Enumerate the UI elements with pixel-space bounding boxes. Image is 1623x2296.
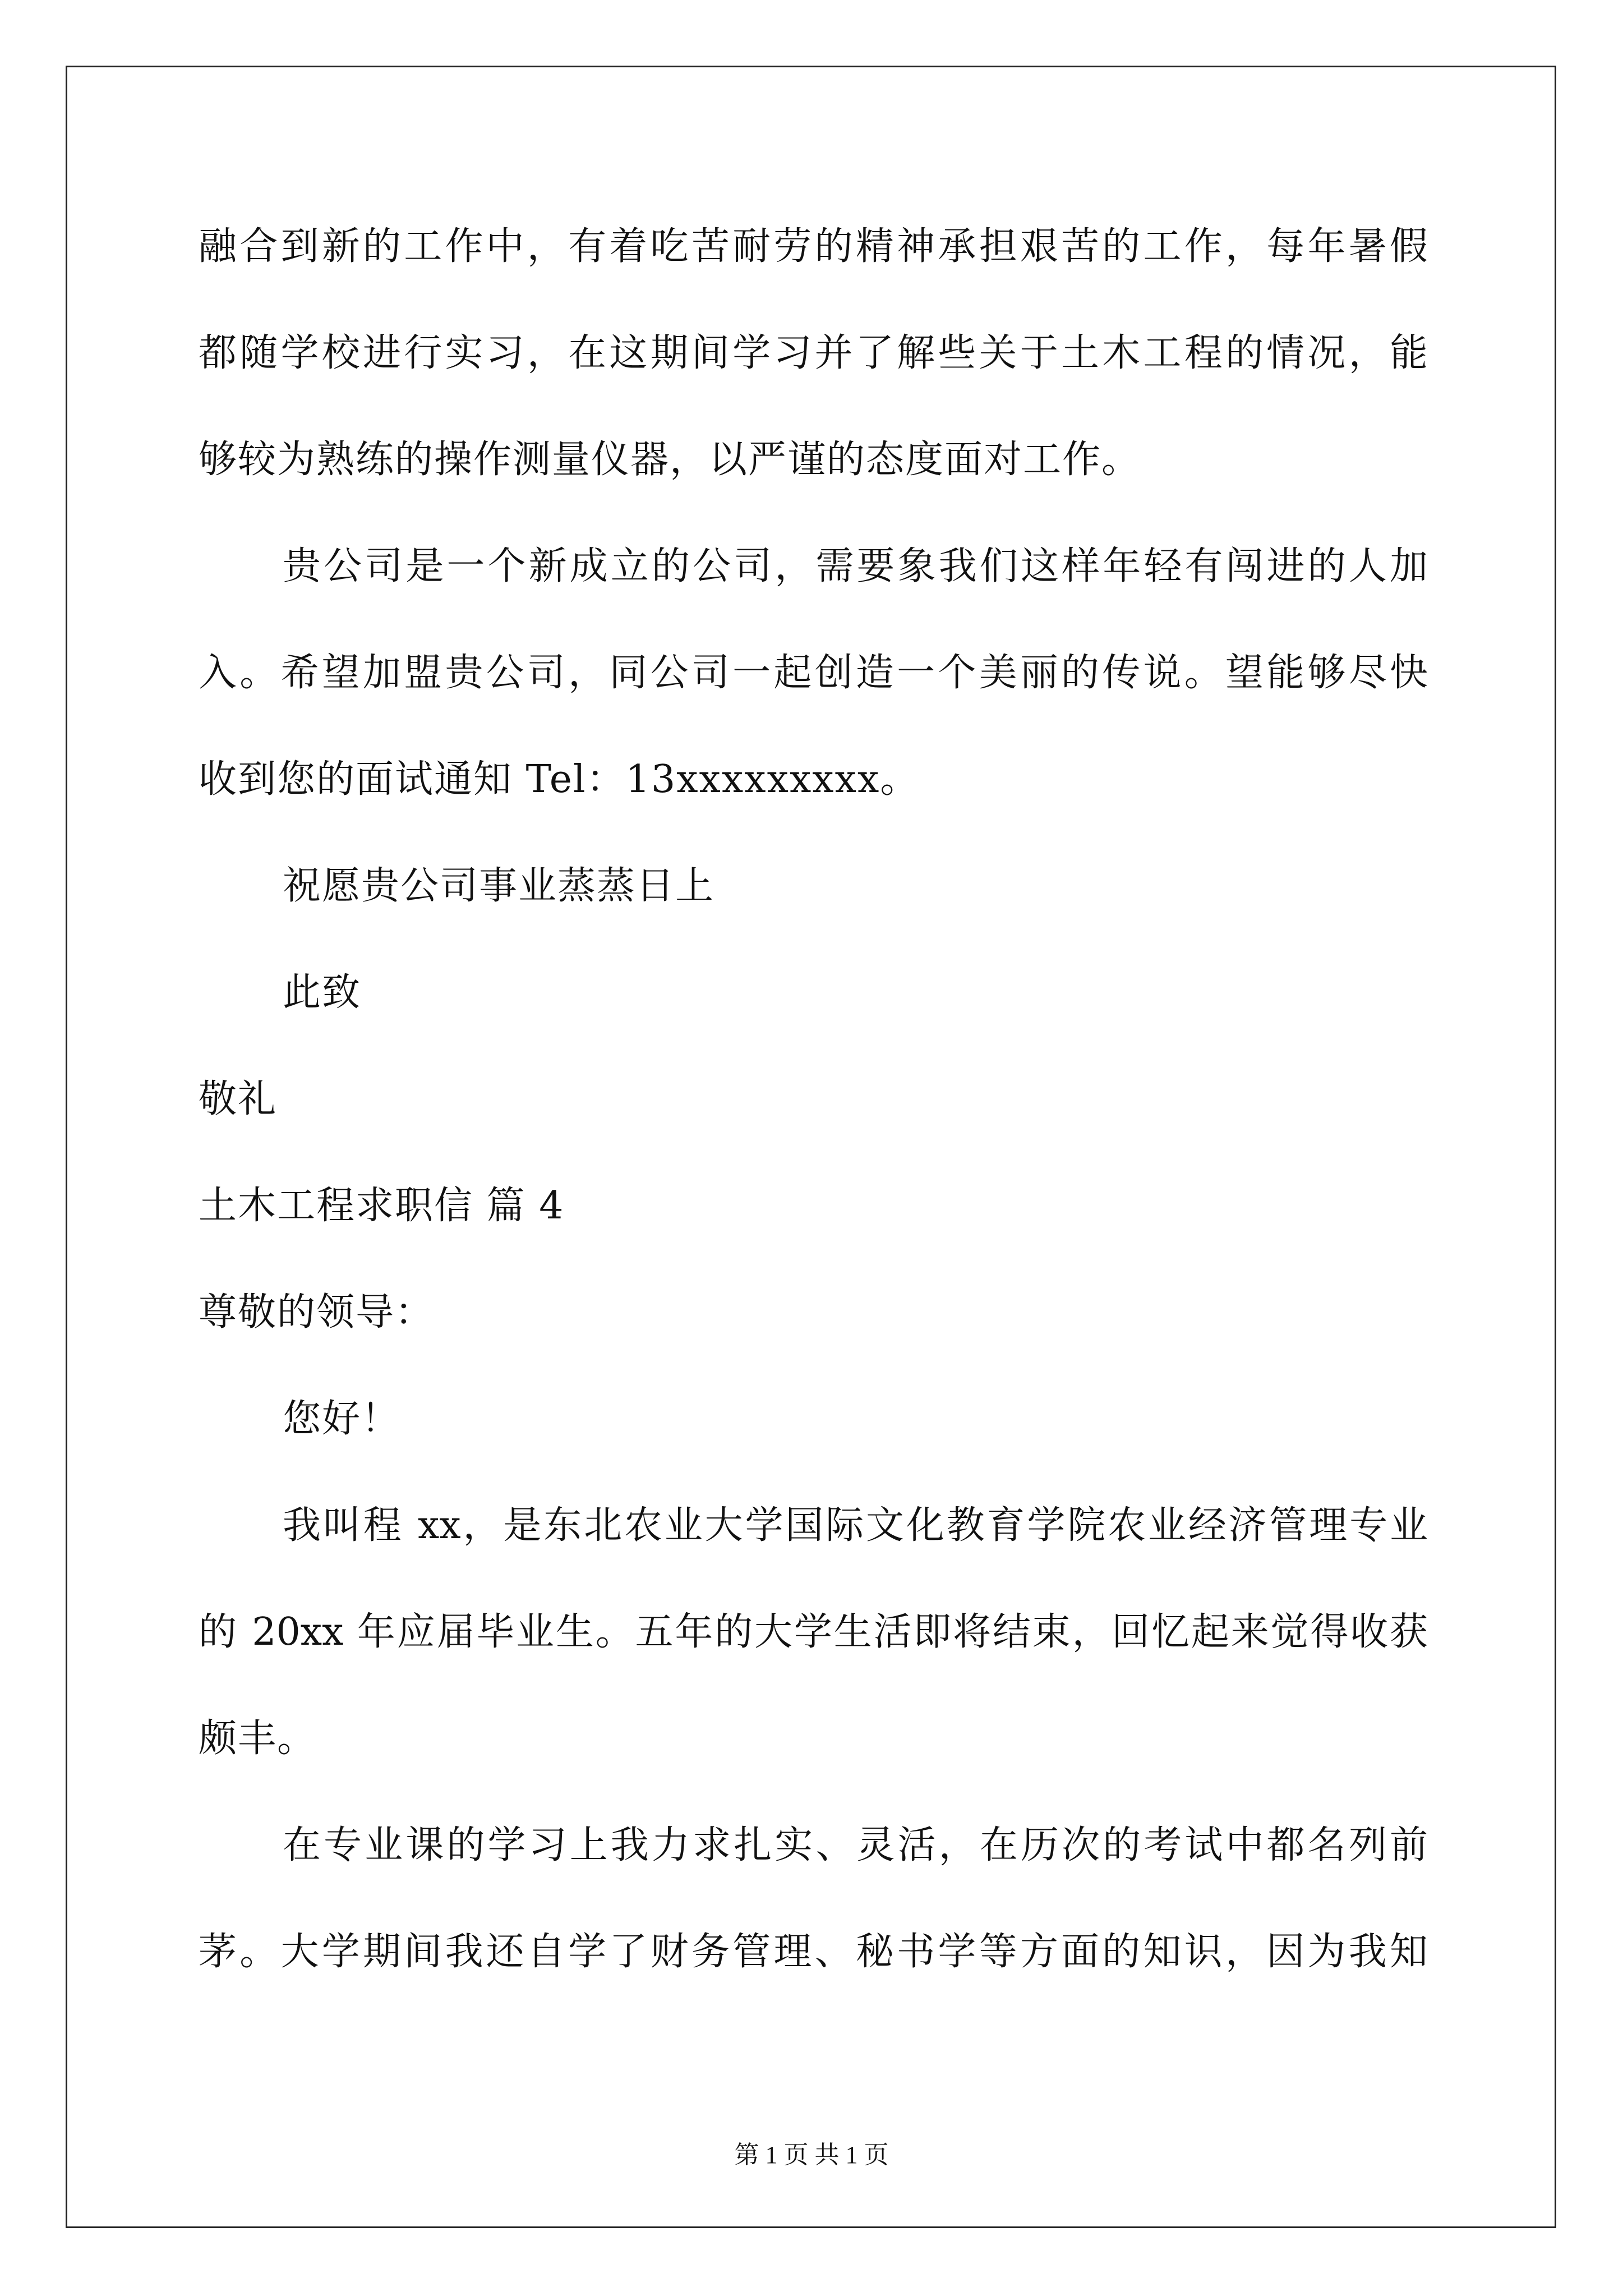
text-line: 的 20xx 年应届毕业生。五年的大学生活即将结束，回忆起来觉得收获 <box>199 1610 1428 1654</box>
salutation: 尊敬的领导： <box>199 1290 435 1335</box>
text-line: 祝愿贵公司事业蒸蒸日上 <box>283 864 715 908</box>
text-line: 敬礼 <box>199 1077 278 1121</box>
text-line: 收到您的面试通知 Tel：13xxxxxxxxx。 <box>199 757 920 802</box>
text-line: 都随学校进行实习，在这期间学习并了解些关于土木工程的情况，能 <box>199 331 1428 375</box>
text-line: 茅。大学期间我还自学了财务管理、秘书学等方面的知识，因为我知 <box>199 1930 1428 1974</box>
text-line: 够较为熟练的操作测量仪器，以严谨的态度面对工作。 <box>199 438 1141 482</box>
greeting: 您好！ <box>283 1397 401 1441</box>
text-line: 此致 <box>283 970 362 1015</box>
page-footer: 第 1 页 共 1 页 <box>734 2141 889 2169</box>
text-line: 我叫程 xx，是东北农业大学国际文化教育学院农业经济管理专业 <box>283 1503 1428 1548</box>
page-border <box>66 66 1556 2228</box>
text-line: 贵公司是一个新成立的公司，需要象我们这样年轻有闯进的人加 <box>283 544 1428 588</box>
text-line: 融合到新的工作中，有着吃苦耐劳的精神承担艰苦的工作，每年暑假 <box>199 224 1428 269</box>
text-line: 在专业课的学习上我力求扎实、灵活，在历次的考试中都名列前 <box>283 1823 1428 1867</box>
text-line: 入。希望加盟贵公司，同公司一起创造一个美丽的传说。望能够尽快 <box>199 651 1428 695</box>
text-line: 颇丰。 <box>199 1717 317 1761</box>
section-heading: 土木工程求职信 篇 4 <box>199 1184 565 1228</box>
